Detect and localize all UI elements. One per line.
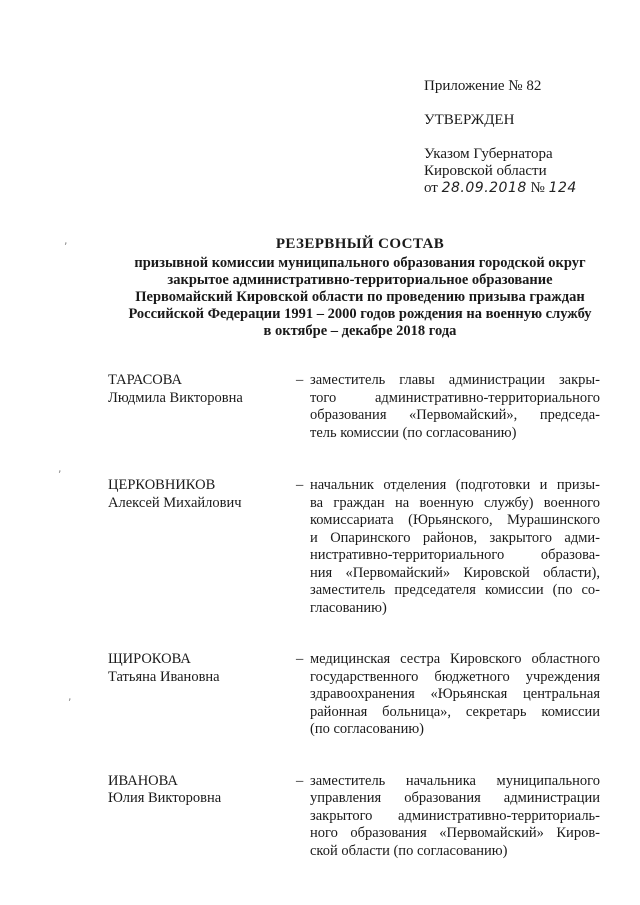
role-line: того административно-территориального	[310, 389, 600, 406]
role-line: и Опаринского районов, закрытого адми-	[310, 529, 600, 546]
heading-line: в октябре – декабре 2018 года	[263, 323, 457, 339]
decree-line-1: Указом Губернатора	[424, 146, 553, 162]
handwritten-date: 28.09.2018	[441, 180, 527, 196]
role-line: управления образования администрации	[310, 790, 600, 806]
heading-line: Первомайский Кировской области по проведению призыва граждан	[135, 289, 585, 305]
role-line: комиссариата (Юрьянского, Мурашинского	[310, 512, 600, 528]
role-line: районная больница», секретарь комиссии	[310, 703, 600, 720]
role-line: закрытого административно-территориаль-	[310, 807, 600, 824]
scan-artifact: ,	[58, 462, 62, 475]
document-heading	[80, 236, 640, 340]
member-role	[310, 477, 600, 617]
role-line: ской области (по согласованию)	[310, 842, 508, 859]
member-name	[108, 651, 296, 686]
member-surname: ИВАНОВА	[108, 772, 178, 789]
member-dash: –	[296, 772, 304, 789]
decree-line-2: Кировской области	[424, 163, 547, 179]
date-prefix: от	[424, 180, 438, 196]
member-role	[310, 372, 600, 442]
member-surname: ЦЕРКОВНИКОВ	[108, 477, 216, 493]
member-entry	[108, 477, 600, 617]
members-list	[108, 372, 600, 860]
handwritten-number: 124	[548, 180, 577, 196]
member-role	[310, 773, 600, 861]
role-line: заместитель начальника муниципального	[310, 772, 600, 789]
scan-artifact: ,	[68, 690, 72, 703]
document-title: РЕЗЕРВНЫЙ СОСТАВ	[275, 236, 445, 252]
member-surname: ТАРАСОВА	[108, 372, 182, 388]
member-dash: –	[296, 372, 304, 388]
role-line: медицинская сестра Кировского областного	[310, 651, 600, 667]
heading-line: Российской Федерации 1991 – 2000 годов рождения на военную службу	[128, 306, 592, 322]
member-entry	[108, 651, 600, 739]
role-line: ния «Первомайский» Кировской области),	[310, 564, 600, 581]
role-line: начальник отделения (подготовки и призы-	[310, 477, 600, 493]
heading-line: закрытое административно-территориальное образование	[167, 272, 553, 288]
role-line: тель комиссии (по согласованию)	[310, 424, 517, 441]
member-role	[310, 651, 600, 739]
member-given-names: Юлия Викторовна	[108, 790, 222, 806]
member-name	[108, 773, 296, 808]
heading-line: призывной комиссии муниципального образования городской округ	[134, 255, 586, 271]
role-line: государственного бюджетного учреждения	[310, 668, 600, 685]
role-line: заместитель председателя комиссии (по со-	[310, 582, 600, 598]
member-name	[108, 372, 296, 407]
member-entry	[108, 773, 600, 861]
role-line: нистративно-территориального образова-	[310, 547, 600, 563]
member-entry	[108, 372, 600, 442]
role-line: гласованию)	[310, 599, 387, 616]
approved-label: УТВЕРЖДЕН	[424, 112, 515, 128]
approval-block	[424, 78, 624, 197]
decree-reference	[424, 146, 624, 197]
role-line: ва граждан на военную службу) военного	[310, 494, 600, 511]
role-line: здравоохранения «Юрьянская центральная	[310, 686, 600, 702]
role-line: заместитель главы администрации закры-	[310, 372, 600, 388]
member-dash: –	[296, 651, 304, 667]
appendix-number: Приложение № 82	[424, 78, 542, 94]
role-line: ного образования «Первомайский» Киров-	[310, 825, 600, 841]
member-given-names: Татьяна Ивановна	[108, 668, 220, 685]
member-given-names: Алексей Михайлович	[108, 494, 242, 511]
member-name	[108, 477, 296, 512]
decree-date-line	[424, 180, 624, 197]
role-line: образования «Первомайский», председа-	[310, 407, 600, 423]
scan-artifact: ,	[64, 234, 68, 247]
role-line: (по согласованию)	[310, 721, 424, 737]
member-given-names: Людмила Викторовна	[108, 389, 243, 406]
member-dash: –	[296, 477, 304, 493]
number-prefix: №	[530, 180, 545, 196]
member-surname: ЩИРОКОВА	[108, 651, 191, 667]
